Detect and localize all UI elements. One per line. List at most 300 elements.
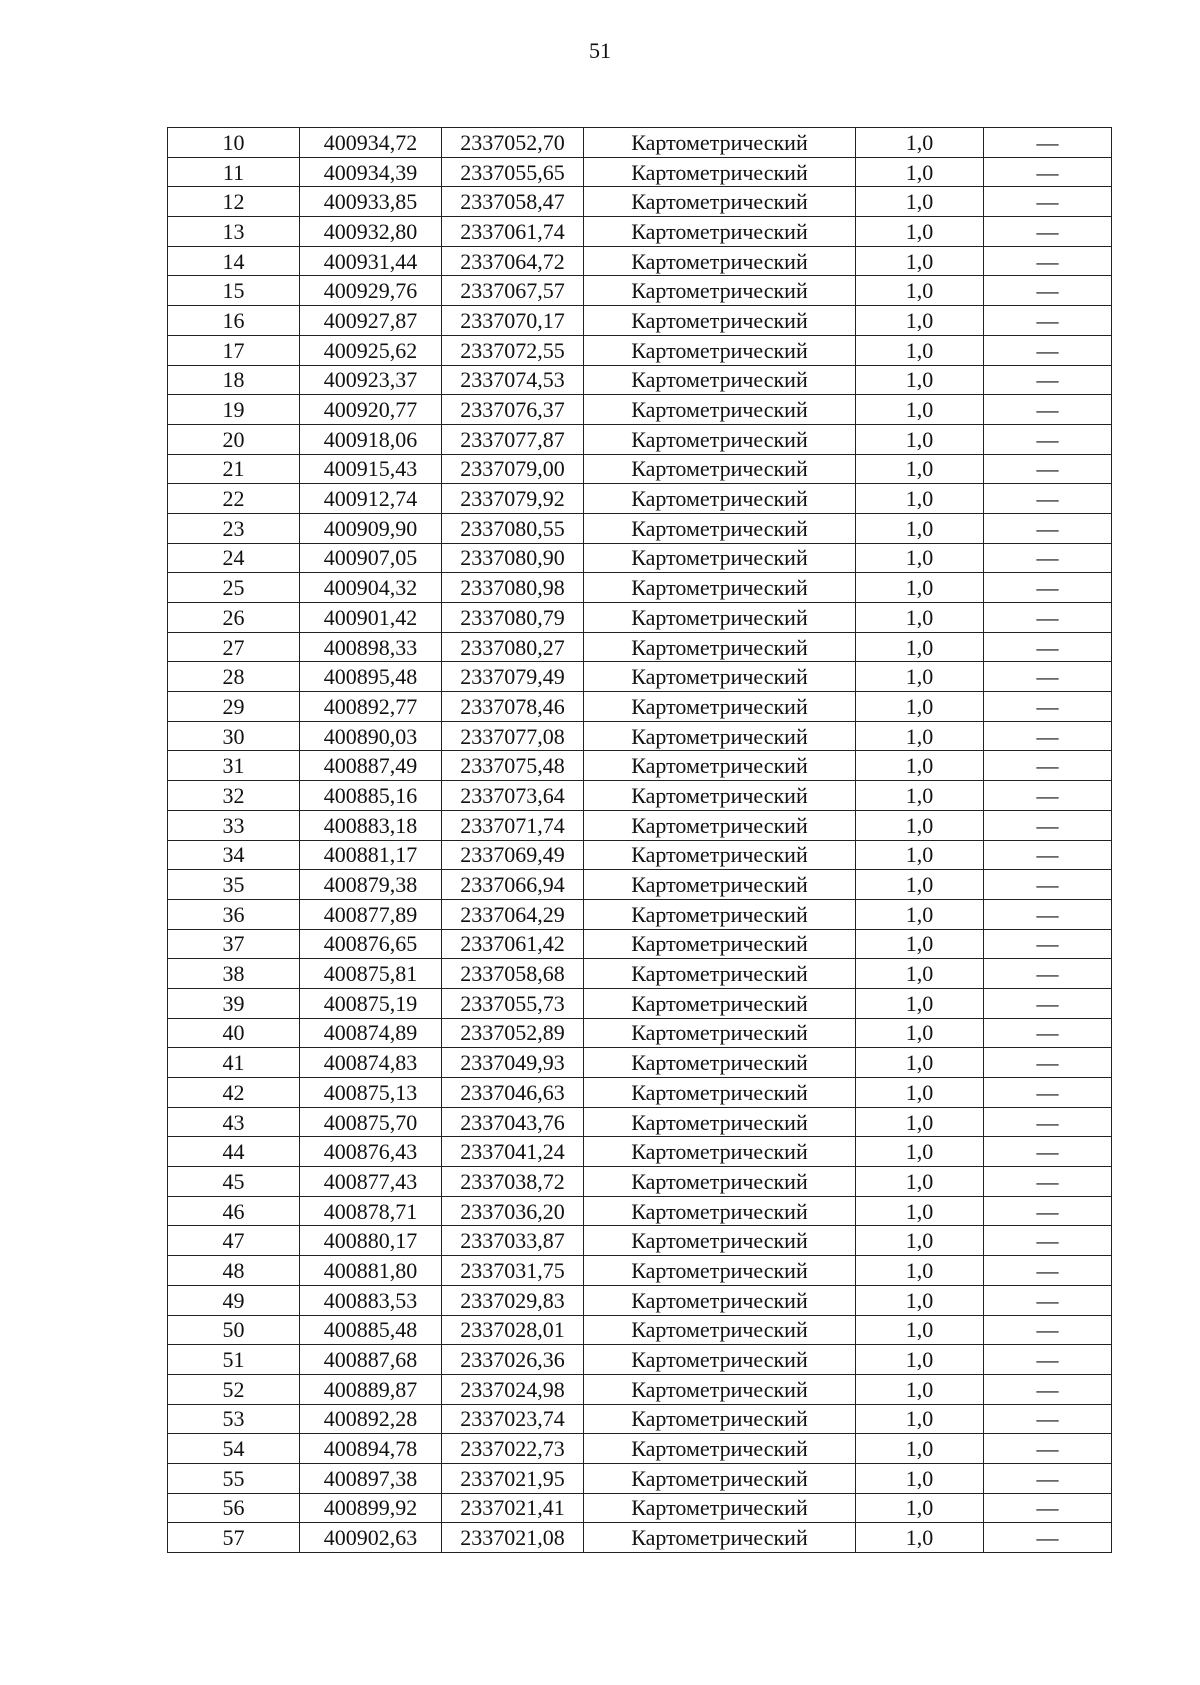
- accuracy-cell: 1,0: [856, 1226, 984, 1256]
- y-coordinate-cell: 2337031,75: [442, 1256, 584, 1286]
- method-cell: Картометрический: [584, 128, 856, 158]
- method-cell: Картометрический: [584, 662, 856, 692]
- table-row: [168, 543, 1112, 573]
- y-coordinate-cell: 2337064,72: [442, 246, 584, 276]
- point-number-cell: 21: [168, 454, 300, 484]
- point-number-cell: 29: [168, 692, 300, 722]
- point-number-cell: 50: [168, 1315, 300, 1345]
- y-coordinate-cell: 2337074,53: [442, 365, 584, 395]
- method-cell: Картометрический: [584, 840, 856, 870]
- method-cell: Картометрический: [584, 959, 856, 989]
- y-coordinate-cell: 2337077,87: [442, 424, 584, 454]
- x-coordinate-cell: 400923,37: [300, 365, 442, 395]
- x-coordinate-cell: 400890,03: [300, 721, 442, 751]
- description-cell: —: [984, 1315, 1112, 1345]
- accuracy-cell: 1,0: [856, 959, 984, 989]
- description-cell: —: [984, 1404, 1112, 1434]
- y-coordinate-cell: 2337080,90: [442, 543, 584, 573]
- y-coordinate-cell: 2337079,92: [442, 484, 584, 514]
- accuracy-cell: 1,0: [856, 276, 984, 306]
- method-cell: Картометрический: [584, 1523, 856, 1553]
- point-number-cell: 35: [168, 870, 300, 900]
- point-number-cell: 57: [168, 1523, 300, 1553]
- accuracy-cell: 1,0: [856, 1404, 984, 1434]
- point-number-cell: 45: [168, 1167, 300, 1197]
- point-number-cell: 25: [168, 573, 300, 603]
- description-cell: —: [984, 217, 1112, 247]
- accuracy-cell: 1,0: [856, 1196, 984, 1226]
- point-number-cell: 44: [168, 1137, 300, 1167]
- point-number-cell: 28: [168, 662, 300, 692]
- x-coordinate-cell: 400887,68: [300, 1345, 442, 1375]
- description-cell: —: [984, 692, 1112, 722]
- description-cell: —: [984, 603, 1112, 633]
- point-number-cell: 23: [168, 513, 300, 543]
- y-coordinate-cell: 2337038,72: [442, 1167, 584, 1197]
- accuracy-cell: 1,0: [856, 1256, 984, 1286]
- x-coordinate-cell: 400933,85: [300, 187, 442, 217]
- description-cell: —: [984, 395, 1112, 425]
- point-number-cell: 39: [168, 988, 300, 1018]
- description-cell: —: [984, 1137, 1112, 1167]
- y-coordinate-cell: 2337079,00: [442, 454, 584, 484]
- x-coordinate-cell: 400899,92: [300, 1493, 442, 1523]
- table-row: [168, 899, 1112, 929]
- description-cell: —: [984, 1463, 1112, 1493]
- x-coordinate-cell: 400885,16: [300, 781, 442, 811]
- accuracy-cell: 1,0: [856, 1315, 984, 1345]
- table-row: [168, 721, 1112, 751]
- method-cell: Картометрический: [584, 484, 856, 514]
- point-number-cell: 38: [168, 959, 300, 989]
- point-number-cell: 47: [168, 1226, 300, 1256]
- point-number-cell: 42: [168, 1078, 300, 1108]
- description-cell: —: [984, 1434, 1112, 1464]
- description-cell: —: [984, 662, 1112, 692]
- y-coordinate-cell: 2337033,87: [442, 1226, 584, 1256]
- description-cell: —: [984, 899, 1112, 929]
- accuracy-cell: 1,0: [856, 1018, 984, 1048]
- method-cell: Картометрический: [584, 899, 856, 929]
- point-number-cell: 56: [168, 1493, 300, 1523]
- method-cell: Картометрический: [584, 1167, 856, 1197]
- description-cell: —: [984, 1018, 1112, 1048]
- description-cell: —: [984, 1078, 1112, 1108]
- method-cell: Картометрический: [584, 454, 856, 484]
- method-cell: Картометрический: [584, 721, 856, 751]
- table-row: [168, 187, 1112, 217]
- accuracy-cell: 1,0: [856, 870, 984, 900]
- accuracy-cell: 1,0: [856, 217, 984, 247]
- method-cell: Картометрический: [584, 1285, 856, 1315]
- description-cell: —: [984, 988, 1112, 1018]
- table-row: [168, 870, 1112, 900]
- y-coordinate-cell: 2337021,08: [442, 1523, 584, 1553]
- description-cell: —: [984, 306, 1112, 336]
- accuracy-cell: 1,0: [856, 929, 984, 959]
- accuracy-cell: 1,0: [856, 246, 984, 276]
- point-number-cell: 55: [168, 1463, 300, 1493]
- accuracy-cell: 1,0: [856, 1345, 984, 1375]
- x-coordinate-cell: 400925,62: [300, 335, 442, 365]
- point-number-cell: 33: [168, 810, 300, 840]
- description-cell: —: [984, 1493, 1112, 1523]
- table-row: [168, 1048, 1112, 1078]
- point-number-cell: 51: [168, 1345, 300, 1375]
- method-cell: Картометрический: [584, 1018, 856, 1048]
- accuracy-cell: 1,0: [856, 573, 984, 603]
- point-number-cell: 43: [168, 1107, 300, 1137]
- table-row: [168, 1256, 1112, 1286]
- accuracy-cell: 1,0: [856, 840, 984, 870]
- y-coordinate-cell: 2337080,79: [442, 603, 584, 633]
- method-cell: Картометрический: [584, 1107, 856, 1137]
- accuracy-cell: 1,0: [856, 1374, 984, 1404]
- table-row: [168, 573, 1112, 603]
- accuracy-cell: 1,0: [856, 1137, 984, 1167]
- y-coordinate-cell: 2337023,74: [442, 1404, 584, 1434]
- description-cell: —: [984, 870, 1112, 900]
- coordinates-table-body: [168, 128, 1112, 1553]
- method-cell: Картометрический: [584, 573, 856, 603]
- x-coordinate-cell: 400883,18: [300, 810, 442, 840]
- method-cell: Картометрический: [584, 365, 856, 395]
- x-coordinate-cell: 400915,43: [300, 454, 442, 484]
- x-coordinate-cell: 400895,48: [300, 662, 442, 692]
- x-coordinate-cell: 400894,78: [300, 1434, 442, 1464]
- accuracy-cell: 1,0: [856, 484, 984, 514]
- point-number-cell: 11: [168, 157, 300, 187]
- point-number-cell: 53: [168, 1404, 300, 1434]
- accuracy-cell: 1,0: [856, 603, 984, 633]
- x-coordinate-cell: 400881,17: [300, 840, 442, 870]
- table-row: [168, 335, 1112, 365]
- table-row: [168, 424, 1112, 454]
- description-cell: —: [984, 1345, 1112, 1375]
- x-coordinate-cell: 400931,44: [300, 246, 442, 276]
- method-cell: Картометрический: [584, 246, 856, 276]
- y-coordinate-cell: 2337077,08: [442, 721, 584, 751]
- x-coordinate-cell: 400934,72: [300, 128, 442, 158]
- method-cell: Картометрический: [584, 424, 856, 454]
- description-cell: —: [984, 484, 1112, 514]
- x-coordinate-cell: 400901,42: [300, 603, 442, 633]
- point-number-cell: 36: [168, 899, 300, 929]
- accuracy-cell: 1,0: [856, 187, 984, 217]
- method-cell: Картометрический: [584, 1434, 856, 1464]
- accuracy-cell: 1,0: [856, 662, 984, 692]
- x-coordinate-cell: 400892,28: [300, 1404, 442, 1434]
- point-number-cell: 31: [168, 751, 300, 781]
- table-row: [168, 988, 1112, 1018]
- method-cell: Картометрический: [584, 1315, 856, 1345]
- accuracy-cell: 1,0: [856, 395, 984, 425]
- y-coordinate-cell: 2337076,37: [442, 395, 584, 425]
- x-coordinate-cell: 400876,65: [300, 929, 442, 959]
- description-cell: —: [984, 1048, 1112, 1078]
- method-cell: Картометрический: [584, 1196, 856, 1226]
- point-number-cell: 46: [168, 1196, 300, 1226]
- table-row: [168, 395, 1112, 425]
- x-coordinate-cell: 400902,63: [300, 1523, 442, 1553]
- method-cell: Картометрический: [584, 1404, 856, 1434]
- method-cell: Картометрический: [584, 810, 856, 840]
- y-coordinate-cell: 2337055,65: [442, 157, 584, 187]
- table-row: [168, 157, 1112, 187]
- table-row: [168, 454, 1112, 484]
- table-row: [168, 276, 1112, 306]
- point-number-cell: 26: [168, 603, 300, 633]
- method-cell: Картометрический: [584, 217, 856, 247]
- description-cell: —: [984, 751, 1112, 781]
- accuracy-cell: 1,0: [856, 424, 984, 454]
- point-number-cell: 41: [168, 1048, 300, 1078]
- description-cell: —: [984, 1256, 1112, 1286]
- x-coordinate-cell: 400879,38: [300, 870, 442, 900]
- point-number-cell: 24: [168, 543, 300, 573]
- x-coordinate-cell: 400876,43: [300, 1137, 442, 1167]
- description-cell: —: [984, 543, 1112, 573]
- y-coordinate-cell: 2337022,73: [442, 1434, 584, 1464]
- x-coordinate-cell: 400887,49: [300, 751, 442, 781]
- description-cell: —: [984, 781, 1112, 811]
- coordinates-table: [167, 127, 1112, 1553]
- table-row: [168, 692, 1112, 722]
- point-number-cell: 34: [168, 840, 300, 870]
- y-coordinate-cell: 2337066,94: [442, 870, 584, 900]
- x-coordinate-cell: 400932,80: [300, 217, 442, 247]
- description-cell: —: [984, 454, 1112, 484]
- description-cell: —: [984, 365, 1112, 395]
- table-row: [168, 1167, 1112, 1197]
- x-coordinate-cell: 400934,39: [300, 157, 442, 187]
- table-row: [168, 1523, 1112, 1553]
- table-row: [168, 1374, 1112, 1404]
- y-coordinate-cell: 2337021,41: [442, 1493, 584, 1523]
- accuracy-cell: 1,0: [856, 513, 984, 543]
- description-cell: —: [984, 335, 1112, 365]
- method-cell: Картометрический: [584, 870, 856, 900]
- x-coordinate-cell: 400889,87: [300, 1374, 442, 1404]
- y-coordinate-cell: 2337071,74: [442, 810, 584, 840]
- point-number-cell: 49: [168, 1285, 300, 1315]
- accuracy-cell: 1,0: [856, 335, 984, 365]
- description-cell: —: [984, 1167, 1112, 1197]
- description-cell: —: [984, 810, 1112, 840]
- method-cell: Картометрический: [584, 1463, 856, 1493]
- y-coordinate-cell: 2337064,29: [442, 899, 584, 929]
- y-coordinate-cell: 2337049,93: [442, 1048, 584, 1078]
- y-coordinate-cell: 2337021,95: [442, 1463, 584, 1493]
- table-row: [168, 1493, 1112, 1523]
- description-cell: —: [984, 128, 1112, 158]
- table-row: [168, 1285, 1112, 1315]
- accuracy-cell: 1,0: [856, 988, 984, 1018]
- table-row: [168, 1404, 1112, 1434]
- y-coordinate-cell: 2337072,55: [442, 335, 584, 365]
- x-coordinate-cell: 400885,48: [300, 1315, 442, 1345]
- description-cell: —: [984, 1226, 1112, 1256]
- x-coordinate-cell: 400875,19: [300, 988, 442, 1018]
- method-cell: Картометрический: [584, 988, 856, 1018]
- x-coordinate-cell: 400883,53: [300, 1285, 442, 1315]
- method-cell: Картометрический: [584, 1374, 856, 1404]
- page-number: 51: [589, 38, 611, 63]
- table-row: [168, 603, 1112, 633]
- x-coordinate-cell: 400875,70: [300, 1107, 442, 1137]
- table-row: [168, 1018, 1112, 1048]
- accuracy-cell: 1,0: [856, 543, 984, 573]
- accuracy-cell: 1,0: [856, 692, 984, 722]
- accuracy-cell: 1,0: [856, 1523, 984, 1553]
- table-row: [168, 781, 1112, 811]
- method-cell: Картометрический: [584, 632, 856, 662]
- description-cell: —: [984, 1107, 1112, 1137]
- table-row: [168, 751, 1112, 781]
- method-cell: Картометрический: [584, 751, 856, 781]
- x-coordinate-cell: 400874,89: [300, 1018, 442, 1048]
- point-number-cell: 52: [168, 1374, 300, 1404]
- description-cell: —: [984, 1374, 1112, 1404]
- y-coordinate-cell: 2337029,83: [442, 1285, 584, 1315]
- accuracy-cell: 1,0: [856, 1078, 984, 1108]
- point-number-cell: 18: [168, 365, 300, 395]
- description-cell: —: [984, 840, 1112, 870]
- y-coordinate-cell: 2337026,36: [442, 1345, 584, 1375]
- x-coordinate-cell: 400912,74: [300, 484, 442, 514]
- method-cell: Картометрический: [584, 1345, 856, 1375]
- table-row: [168, 1226, 1112, 1256]
- y-coordinate-cell: 2337041,24: [442, 1137, 584, 1167]
- accuracy-cell: 1,0: [856, 365, 984, 395]
- y-coordinate-cell: 2337067,57: [442, 276, 584, 306]
- x-coordinate-cell: 400875,13: [300, 1078, 442, 1108]
- description-cell: —: [984, 513, 1112, 543]
- method-cell: Картометрический: [584, 929, 856, 959]
- x-coordinate-cell: 400929,76: [300, 276, 442, 306]
- accuracy-cell: 1,0: [856, 1048, 984, 1078]
- x-coordinate-cell: 400904,32: [300, 573, 442, 603]
- y-coordinate-cell: 2337061,42: [442, 929, 584, 959]
- x-coordinate-cell: 400898,33: [300, 632, 442, 662]
- table-row: [168, 1345, 1112, 1375]
- description-cell: —: [984, 721, 1112, 751]
- y-coordinate-cell: 2337055,73: [442, 988, 584, 1018]
- table-row: [168, 484, 1112, 514]
- y-coordinate-cell: 2337080,98: [442, 573, 584, 603]
- accuracy-cell: 1,0: [856, 1434, 984, 1464]
- method-cell: Картометрический: [584, 1493, 856, 1523]
- method-cell: Картометрический: [584, 781, 856, 811]
- x-coordinate-cell: 400907,05: [300, 543, 442, 573]
- method-cell: Картометрический: [584, 1048, 856, 1078]
- accuracy-cell: 1,0: [856, 1285, 984, 1315]
- accuracy-cell: 1,0: [856, 306, 984, 336]
- method-cell: Картометрический: [584, 335, 856, 365]
- point-number-cell: 19: [168, 395, 300, 425]
- y-coordinate-cell: 2337024,98: [442, 1374, 584, 1404]
- x-coordinate-cell: 400874,83: [300, 1048, 442, 1078]
- point-number-cell: 48: [168, 1256, 300, 1286]
- point-number-cell: 30: [168, 721, 300, 751]
- method-cell: Картометрический: [584, 1256, 856, 1286]
- method-cell: Картометрический: [584, 513, 856, 543]
- method-cell: Картометрический: [584, 276, 856, 306]
- method-cell: Картометрический: [584, 543, 856, 573]
- point-number-cell: 40: [168, 1018, 300, 1048]
- method-cell: Картометрический: [584, 1078, 856, 1108]
- table-row: [168, 840, 1112, 870]
- point-number-cell: 10: [168, 128, 300, 158]
- point-number-cell: 14: [168, 246, 300, 276]
- x-coordinate-cell: 400880,17: [300, 1226, 442, 1256]
- point-number-cell: 20: [168, 424, 300, 454]
- description-cell: —: [984, 246, 1112, 276]
- y-coordinate-cell: 2337061,74: [442, 217, 584, 247]
- point-number-cell: 22: [168, 484, 300, 514]
- method-cell: Картометрический: [584, 603, 856, 633]
- accuracy-cell: 1,0: [856, 899, 984, 929]
- method-cell: Картометрический: [584, 187, 856, 217]
- point-number-cell: 15: [168, 276, 300, 306]
- y-coordinate-cell: 2337069,49: [442, 840, 584, 870]
- method-cell: Картометрический: [584, 1226, 856, 1256]
- accuracy-cell: 1,0: [856, 632, 984, 662]
- y-coordinate-cell: 2337043,76: [442, 1107, 584, 1137]
- accuracy-cell: 1,0: [856, 128, 984, 158]
- accuracy-cell: 1,0: [856, 1463, 984, 1493]
- description-cell: —: [984, 573, 1112, 603]
- method-cell: Картометрический: [584, 157, 856, 187]
- y-coordinate-cell: 2337046,63: [442, 1078, 584, 1108]
- description-cell: —: [984, 632, 1112, 662]
- accuracy-cell: 1,0: [856, 810, 984, 840]
- point-number-cell: 12: [168, 187, 300, 217]
- point-number-cell: 32: [168, 781, 300, 811]
- y-coordinate-cell: 2337073,64: [442, 781, 584, 811]
- y-coordinate-cell: 2337052,89: [442, 1018, 584, 1048]
- description-cell: —: [984, 1285, 1112, 1315]
- table-row: [168, 810, 1112, 840]
- y-coordinate-cell: 2337058,47: [442, 187, 584, 217]
- y-coordinate-cell: 2337052,70: [442, 128, 584, 158]
- method-cell: Картометрический: [584, 395, 856, 425]
- y-coordinate-cell: 2337080,55: [442, 513, 584, 543]
- y-coordinate-cell: 2337079,49: [442, 662, 584, 692]
- point-number-cell: 13: [168, 217, 300, 247]
- method-cell: Картометрический: [584, 1137, 856, 1167]
- y-coordinate-cell: 2337028,01: [442, 1315, 584, 1345]
- table-row: [168, 1315, 1112, 1345]
- accuracy-cell: 1,0: [856, 751, 984, 781]
- table-row: [168, 1107, 1112, 1137]
- point-number-cell: 37: [168, 929, 300, 959]
- table-row: [168, 217, 1112, 247]
- accuracy-cell: 1,0: [856, 1107, 984, 1137]
- table-row: [168, 365, 1112, 395]
- table-row: [168, 1137, 1112, 1167]
- description-cell: —: [984, 424, 1112, 454]
- accuracy-cell: 1,0: [856, 157, 984, 187]
- x-coordinate-cell: 400875,81: [300, 959, 442, 989]
- description-cell: —: [984, 929, 1112, 959]
- accuracy-cell: 1,0: [856, 454, 984, 484]
- x-coordinate-cell: 400909,90: [300, 513, 442, 543]
- y-coordinate-cell: 2337058,68: [442, 959, 584, 989]
- x-coordinate-cell: 400881,80: [300, 1256, 442, 1286]
- point-number-cell: 16: [168, 306, 300, 336]
- table-row: [168, 929, 1112, 959]
